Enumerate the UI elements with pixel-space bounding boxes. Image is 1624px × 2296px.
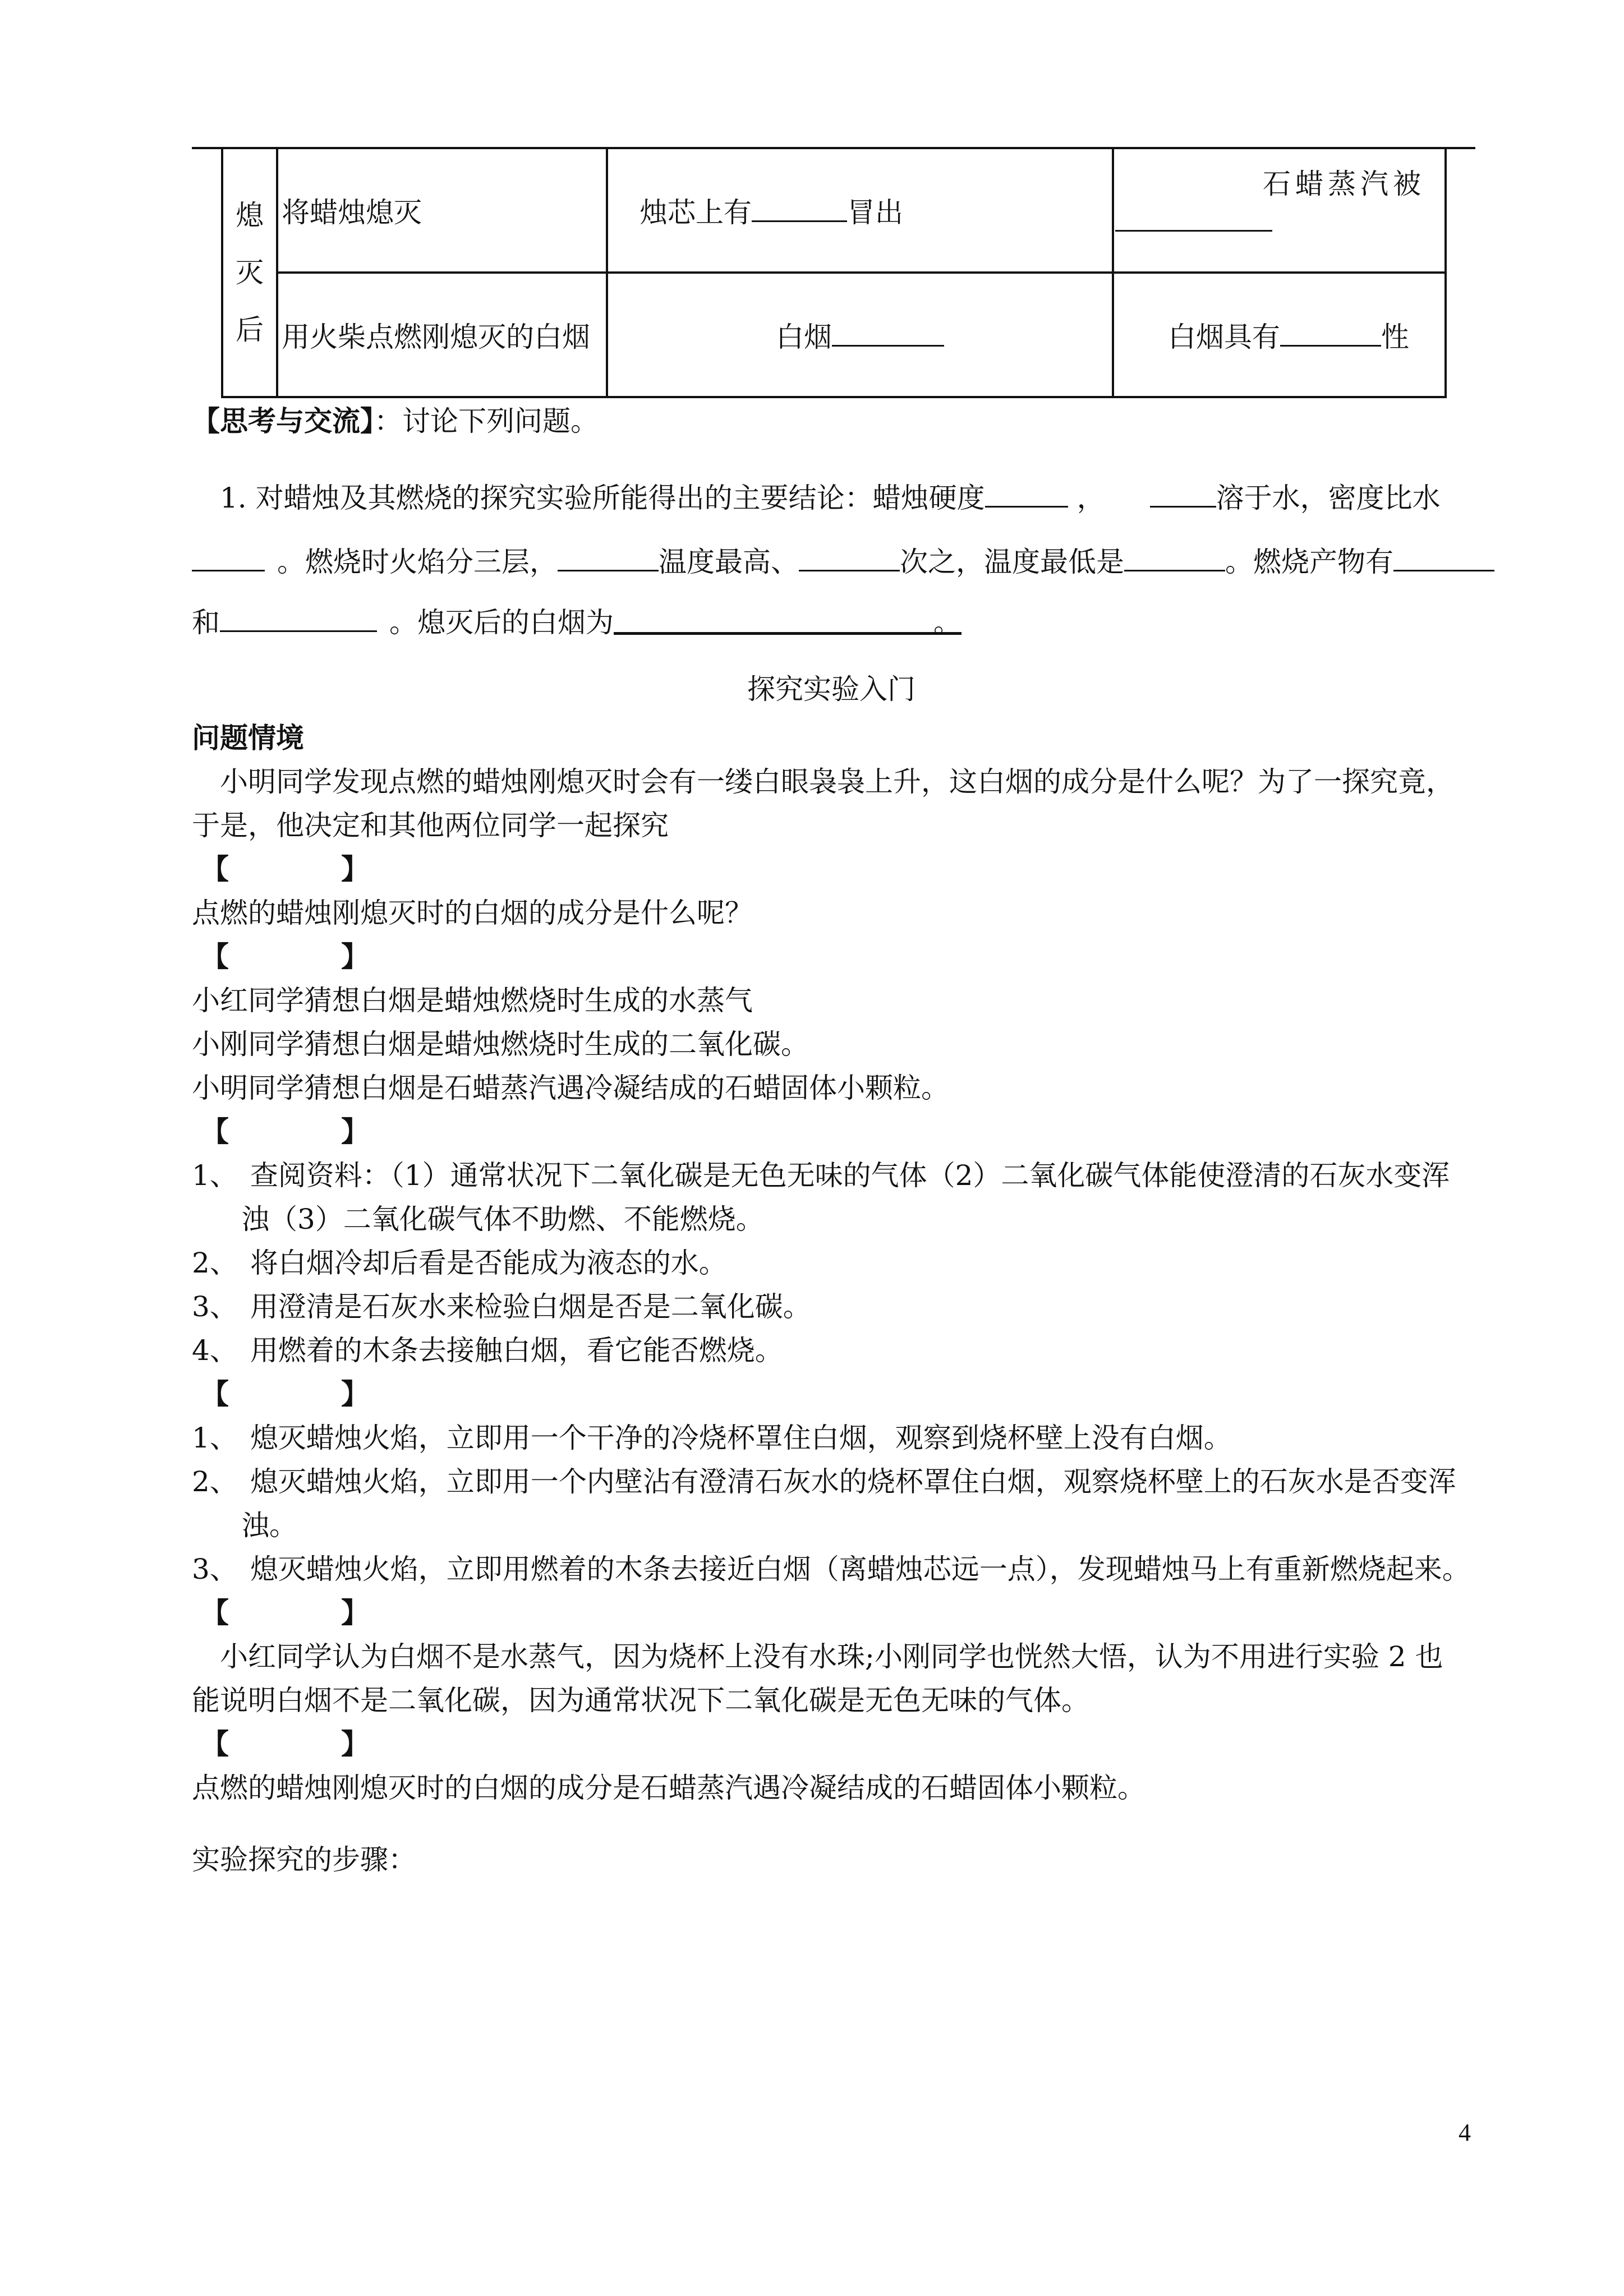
plan-item: 1、 查阅资料：（1）通常状况下二氧化碳是无色无味的气体（2）二氧化碳气体能使澄清的石灰水变浑 [192,1159,1450,1192]
table-cell-conclusion: 白烟具有 性 [1113,273,1446,397]
section-bracket: 【 】 [201,940,369,973]
page-number: 4 [1459,2119,1471,2146]
hypothesis-item: 小红同学猜想白烟是蜡烛燃烧时生成的水蒸气 [192,984,753,1017]
think-heading: 【思考与交流】：讨论下列问题。 [192,404,599,437]
fill-blank [752,192,847,222]
plan-item: 4、 用燃着的木条去接触白烟，看它能否燃烧。 [192,1334,783,1367]
hypothesis-item: 小明同学猜想白烟是石蜡蒸汽遇冷凝结成的石蜡固体小颗粒。 [192,1072,949,1104]
phase-char: 后 [236,313,264,346]
scenario-text: 小明同学发现点燃的蜡烛刚熄灭时会有一缕白眼袅袅上升，这白烟的成分是什么呢？为了一探究竟， [220,766,1454,798]
discussion-text: 能说明白烟不是二氧化碳，因为通常状况下二氧化碳是无色无味的气体。 [192,1684,1089,1717]
section-bracket: 【 】 [201,1727,369,1760]
section-title: 探究实验入门 [747,673,915,706]
fill-blank [1115,202,1272,232]
fill-blank [220,602,377,632]
table-cell-conclusion: 石蜡蒸汽被 [1113,148,1446,273]
question-1-line-2: 。燃烧时火焰分三层， 温度最高、 次之，温度最低是 。燃烧产物有 [192,542,1494,580]
fill-blank [192,542,265,571]
plan-item-cont: 浊（3）二氧化碳气体不助燃、不能燃烧。 [241,1203,764,1235]
experiment-item-cont: 浊。 [241,1509,297,1542]
phase-char: 熄 [236,199,264,232]
scenario-text: 于是，他决定和其他两位同学一起探究 [192,809,669,842]
conclusion-text: 点燃的蜡烛刚熄灭时的白烟的成分是石蜡蒸汽遇冷凝结成的石蜡固体小颗粒。 [192,1772,1145,1804]
fill-blank [1124,542,1225,571]
fill-blank [1393,542,1494,571]
phase-cell [222,148,277,397]
fill-blank: 。 [614,604,961,635]
table-cell-operation: 将蜡烛熄灭 [277,148,607,273]
question-text: 点燃的蜡烛刚熄灭时的白烟的成分是什么呢？ [192,897,753,929]
plan-item: 3、 用澄清是石灰水来检验白烟是否是二氧化碳。 [192,1290,811,1323]
hypothesis-item: 小刚同学猜想白烟是蜡烛燃烧时生成的二氧化碳。 [192,1028,809,1061]
scenario-heading: 问题情境 [192,721,304,754]
fill-blank [985,478,1068,508]
steps-label: 实验探究的步骤： [192,1843,416,1876]
table-cell-operation: 用火柴点燃刚熄灭的白烟 [277,273,607,397]
section-bracket: 【 】 [201,852,369,886]
fill-blank [1280,317,1381,347]
question-1-line-1: 1. 对蜡烛及其燃烧的探究实验所能得出的主要结论：蜡烛硬度 ， 溶于水，密度比水 [220,478,1441,517]
fill-blank [558,542,659,571]
experiment-item: 3、 熄灭蜡烛火焰，立即用燃着的木条去接近白烟（离蜡烛芯远一点），发现蜡烛马上有重新燃烧起来。 [192,1553,1470,1585]
fill-blank [799,542,900,571]
experiment-table [221,147,1447,398]
experiment-item: 2、 熄灭蜡烛火焰，立即用一个内壁沾有澄清石灰水的烧杯罩住白烟，观察烧杯壁上的石灰水是否变浑 [192,1465,1456,1498]
discussion-text: 小红同学认为白烟不是水蒸气，因为烧杯上没有水珠;小刚同学也恍然大悟，认为不用进行实验 2 也 [220,1640,1443,1673]
experiment-item: 1、 熄灭蜡烛火焰，立即用一个干净的冷烧杯罩住白烟，观察到烧杯壁上没有白烟。 [192,1422,1232,1454]
plan-item: 2、 将白烟冷却后看是否能成为液态的水。 [192,1247,727,1279]
section-bracket: 【 】 [201,1596,369,1629]
section-bracket: 【 】 [201,1377,369,1410]
question-1-line-3: 和 。熄灭后的白烟为 。 [192,602,961,641]
fill-blank [832,317,944,347]
table-cell-phenomenon: 白烟 [607,273,1113,397]
section-bracket: 【 】 [201,1115,369,1148]
table-cell-phenomenon: 烛芯上有 冒出 [607,148,1113,273]
fill-blank [1150,478,1216,508]
phase-char: 灭 [236,256,264,289]
